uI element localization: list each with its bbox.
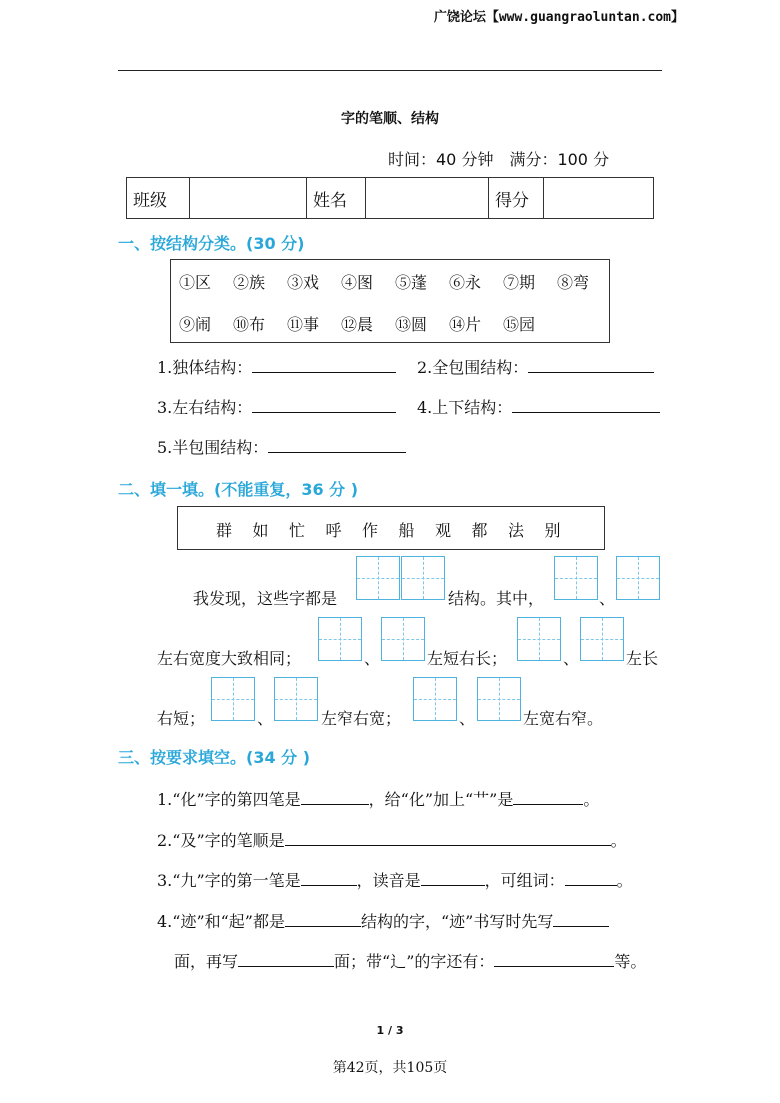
- char-item: ⑥永: [449, 273, 482, 292]
- char-item: ⑬圆: [395, 315, 428, 334]
- q3-2-text-b: 。: [610, 831, 627, 850]
- q3-1-text-b: ，给“化”加上“艹”是: [368, 790, 514, 809]
- q3-4-cont: [174, 949, 646, 972]
- char-item: ④图: [341, 273, 374, 292]
- q1-4-text: 4.上下结构：: [417, 398, 513, 417]
- answer-blank[interactable]: [565, 884, 617, 886]
- tian-grid[interactable]: [274, 677, 318, 721]
- q3-4-text-e: 等。: [614, 952, 647, 971]
- char-item: ⑤蓬: [395, 273, 428, 292]
- s2-line2-c: 左短右长；: [427, 649, 508, 668]
- q3-4-text-c: 面，再写: [174, 952, 239, 971]
- char-item: 都: [471, 521, 488, 540]
- page-title: 字的笔顺、结构: [341, 111, 439, 127]
- s2-line1-a: 我发现，这些字都是: [193, 589, 338, 608]
- answer-blank[interactable]: [301, 884, 357, 886]
- tian-grid[interactable]: [413, 677, 457, 721]
- answer-blank[interactable]: [238, 965, 334, 967]
- q1-2-text: 2.全包围结构：: [417, 358, 529, 377]
- top-rule: [118, 70, 662, 71]
- tian-grid[interactable]: [318, 617, 362, 661]
- score-field[interactable]: [544, 178, 654, 219]
- s2-line2-e: 左长: [626, 649, 659, 668]
- s2-line3-d: 、: [459, 709, 476, 728]
- char-item: ①区: [179, 273, 212, 292]
- q1-4: [417, 395, 660, 418]
- q1-5: [157, 435, 406, 458]
- answer-blank[interactable]: [285, 844, 611, 846]
- char-item: ⑭片: [449, 315, 482, 334]
- char-item: 法: [508, 521, 525, 540]
- q3-3: [157, 868, 633, 891]
- tian-grid[interactable]: [517, 617, 561, 661]
- answer-blank[interactable]: [268, 451, 406, 453]
- tian-grid[interactable]: [580, 617, 624, 661]
- q3-3-text-b: ，读音是: [356, 871, 421, 890]
- char-box-2: [177, 506, 605, 550]
- answer-blank[interactable]: [421, 884, 485, 886]
- tian-grid[interactable]: [401, 556, 445, 600]
- char-item: 别: [544, 521, 561, 540]
- q3-4-text-d: 面；带“辶”的字还有：: [334, 952, 495, 971]
- q3-4: [157, 909, 609, 932]
- char-item: ⑮园: [503, 315, 536, 334]
- answer-blank[interactable]: [512, 411, 660, 413]
- q3-1-text-c: 。: [583, 790, 600, 809]
- char-row-1: [179, 270, 611, 293]
- char-box-1: [170, 259, 610, 343]
- answer-blank[interactable]: [301, 803, 369, 805]
- answer-blank[interactable]: [513, 803, 583, 805]
- q3-3-text-a: 3.“九”字的第一笔是: [157, 871, 301, 890]
- char-item: ③戏: [287, 273, 320, 292]
- char-item: 群: [216, 521, 233, 540]
- name-label: 姓名: [307, 178, 366, 219]
- q3-2: [157, 828, 627, 851]
- page-number: 1 / 3: [376, 1024, 404, 1037]
- char-item: 呼: [325, 521, 342, 540]
- char-item: ⑫晨: [341, 315, 374, 334]
- s2-line3-c: 左窄右宽；: [321, 709, 402, 728]
- info-table: [126, 177, 654, 219]
- answer-blank[interactable]: [494, 965, 614, 967]
- tian-grid[interactable]: [211, 677, 255, 721]
- page-footer: 第42页，共105页: [332, 1060, 448, 1076]
- answer-blank[interactable]: [553, 925, 609, 927]
- q1-2: [417, 355, 654, 378]
- char-item: ②族: [233, 273, 266, 292]
- tian-grid[interactable]: [356, 556, 400, 600]
- s2-line2-a: 左右宽度大致相同；: [157, 649, 302, 668]
- q1-1: [157, 355, 396, 378]
- q3-1: [157, 787, 599, 810]
- section-1-heading: 一、按结构分类。(30 分): [118, 234, 305, 253]
- q1-5-text: 5.半包围结构：: [157, 438, 269, 457]
- tian-grid[interactable]: [477, 677, 521, 721]
- s2-line1-c: 、: [599, 589, 616, 608]
- tian-grid[interactable]: [616, 556, 660, 600]
- section-3-heading: 三、按要求填空。(34 分 ): [118, 748, 311, 767]
- s2-line1-b: 结构。其中，: [448, 589, 545, 608]
- q3-4-text-a: 4.“迹”和“起”都是: [157, 912, 285, 931]
- char-item: ⑧弯: [557, 273, 590, 292]
- class-label: 班级: [127, 178, 190, 219]
- q1-3-text: 3.左右结构：: [157, 398, 253, 417]
- class-field[interactable]: [190, 178, 307, 219]
- char-item: 忙: [289, 521, 306, 540]
- tian-grid[interactable]: [554, 556, 598, 600]
- section-2-heading: 二、填一填。(不能重复，36 分 ): [118, 480, 359, 499]
- char-item: ⑨闹: [179, 315, 212, 334]
- q3-3-text-c: ，可组词：: [484, 871, 565, 890]
- s2-line2-b: 、: [364, 649, 381, 668]
- char-item: ⑩布: [233, 315, 266, 334]
- s2-line3-b: 、: [257, 709, 274, 728]
- time-score-line: 时间：40 分钟 满分：100 分: [388, 150, 610, 169]
- char-item: 作: [362, 521, 379, 540]
- answer-blank[interactable]: [252, 371, 396, 373]
- char-row-2: [179, 312, 557, 335]
- char-item: ⑪事: [287, 315, 320, 334]
- q3-4-text-b: 结构的字，“迹”书写时先写: [361, 912, 554, 931]
- s2-line3-e: 左宽右窄。: [523, 709, 604, 728]
- site-header: 广饶论坛【www.guangraoluntan.com】: [433, 10, 684, 25]
- answer-blank[interactable]: [285, 925, 361, 927]
- s2-line2-d: 、: [563, 649, 580, 668]
- score-label: 得分: [489, 178, 544, 219]
- s2-line3-a: 右短；: [157, 709, 206, 728]
- name-field[interactable]: [366, 178, 489, 219]
- char-item: 如: [252, 521, 269, 540]
- q3-3-text-d: 。: [616, 871, 633, 890]
- answer-blank[interactable]: [528, 371, 654, 373]
- char-item: ⑦期: [503, 273, 536, 292]
- q1-1-text: 1.独体结构：: [157, 358, 253, 377]
- char-item: 船: [398, 521, 415, 540]
- answer-blank[interactable]: [252, 411, 396, 413]
- q3-1-text-a: 1.“化”字的第四笔是: [157, 790, 301, 809]
- tian-grid[interactable]: [381, 617, 425, 661]
- q1-3: [157, 395, 396, 418]
- q3-2-text-a: 2.“及”字的笔顺是: [157, 831, 285, 850]
- char-item: 观: [435, 521, 452, 540]
